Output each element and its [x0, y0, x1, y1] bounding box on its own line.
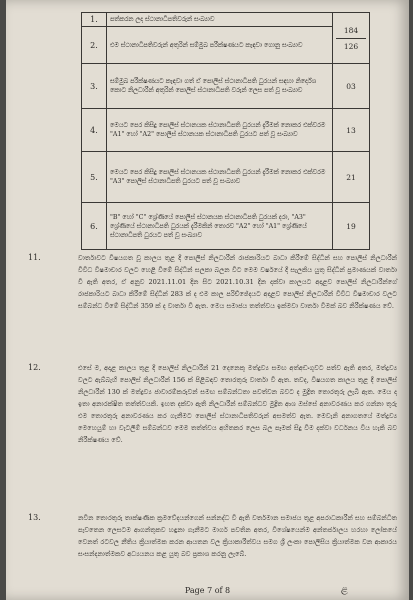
paragraph-12 [28, 362, 397, 446]
row-description: සම්මුඛ පරීක්ෂණයට කැඳවා ගත් ඒ පොලිස් ස්ථානාධිපති ධුරයන් සඳහා නිර්දේශ කොට නිලධාරීන් අතුරින් පොලිස් ස්ථානාධිපති වරුන් ලෙස පත් වූ සංඛ්‍යාව [107, 64, 333, 109]
row-number: 3. [82, 64, 107, 109]
row-number: 4. [82, 109, 107, 152]
row-value: 13 [333, 109, 370, 152]
table-row [82, 27, 370, 64]
row-description: "B" හෝ "C" ශ්‍රේණියේ පොලිස් ස්ථානයක ස්ථානාධිපති ධුරයක් දරා, "A3" ශ්‍රේණියේ ස්ථානාධිපති ධුරයක් දැරීමකින් තොරව "A2" හෝ "A1" ශ්‍රේණියේ ස්ථානාධිපති ධුරයට පත් වූ සංඛ්‍යාව [107, 203, 333, 250]
table-row [82, 203, 370, 250]
table-row [82, 152, 370, 203]
row-value: 03 [333, 64, 370, 109]
row-number: 5. [82, 152, 107, 203]
page-number: Page 7 of 8 [184, 586, 231, 595]
paragraph-number: 12. [28, 363, 41, 372]
table-row [82, 64, 370, 109]
row-value-top: 184 [336, 25, 366, 39]
row-value: 21 [333, 152, 370, 203]
table-row [82, 13, 370, 27]
document-page [6, 0, 409, 600]
corner-mark: ළ [341, 585, 348, 595]
row-value-bottom: 126 [343, 42, 359, 51]
paragraph-11 [28, 252, 397, 312]
table-row [82, 109, 370, 152]
paragraph-13 [28, 512, 397, 560]
row-description: පත්කරන ලද ස්ථානාධිපතිවරුන් සංඛ්‍යාව [107, 13, 333, 27]
row-value [333, 13, 370, 64]
paragraph-text: එසේ ම, අදාළ කාලය තුළ දී පොලිස් නිලධාරීන් 21 දෙනෙකු මත්ද්‍රව්‍ය සමඟ අත්අඩංගුවට පත්ව ඇති අතර, මත්ද්‍රව්‍ය වලට ඇබ්බැහි පොලිස් නිලධාරීන් 156 ක් පිළිබඳව තොරතුරු වාර්තා වී ඇත. තවද, විෂයගත කාලය තුළ දී පොලිස් නිලධාරීන් 130 ක් මත්ද්‍රව්‍ය ජාවාරම්කරුවන් සමඟ සම්බන්ධතා පවත්වන බවට ද මුද්‍රිත තොරතුරු ලැබී ඇත. මෙය ද ඉතා අනාරක්ෂිත තත්ත්වයකි. ඉහත දක්වා ඇති නිලධාරීන් සම්බන්ධව මුද්‍රිත ආශ ඔස්සේ අනාවරණය කර ගන්නා තුරු එම තොරතුරු අනාවරණය කර ගැනීමට පොලිස් ස්ථානාධිපතිවරුන් අසමත්ව ඇත. මෙවැනි අනාගතයේ මත්ද්‍රව්‍ය මෙහෙයුම් හා වැටලීම් සම්බන්ධව මෙම තත්ත්වය අහිතකර ලෙස බල පෑමක් සිදු වීම දක්වා වර්ධනය විය හැකි බව නිරීක්ෂණය වේ. [78, 364, 397, 444]
row-description: මෙයට පෙර කිසිදු පොලිස් ස්ථානයක ස්ථානාධිපති ධුරයන් දැරීමක් නොකර එක්වරම "A1" හෝ "A2" පොලිස් ස්ථානයක ස්ථානාධිපති ධුරයට පත් වූ සංඛ්‍යාව [107, 109, 333, 152]
row-description: මෙයට පෙර කිසිදු පොලිස් ස්ථානයක ස්ථානාධිපති ධුරයන් දැරීමක් නොකර එක්වරම "A3" පොලිස් ස්ථානාධිපති ධුරයට පත් වූ සංඛ්‍යාව [107, 152, 333, 203]
row-value: 19 [333, 203, 370, 250]
row-number: 6. [82, 203, 107, 250]
paragraph-text: වාර්තාවට විෂයගත වූ කාලය තුළ දී පොලිස් නිලධාරීන් රාජකාරියට බාධා කිරීමේ සිද්ධීන් සහ පොලිස් නිලධාරීන් විවිධ විෂමාචාර වලට හෙළි වීමේ සිද්ධීන් සලකා බලන විට මෙම වර්ෂයේ දී සැලකිය යුතු සිද්ධීන් ප්‍රමාණයක් වාර්තා වී ඇති අතර, ඒ අනුව 2021.11.01 දින සිට 2021.10.31 දින දක්වා කාලයට අදාළව පොලිස් නිලධාරීන්ගේ රාජකාරියට බාධා කිරීමේ සිද්ධීන් 283 ක් ද එම කාල පරිච්ඡේදයට අදාළව පොලිස් නිලධාරීන් විවිධ විෂමාචාර වලට සම්බන්ධ වීමේ සිද්ධීන් 359 ක් ද වාර්තා වී ඇත. මෙය සමාජය තත්ත්වය ඉක්මවා වාර්තා වීමක් බව නිරීක්ෂණය වේ. [78, 254, 397, 310]
row-description: එම ස්ථානාධිපතිවරුන් අතුරින් සම්මුඛ පරීක්ෂණයට කැඳවා ගොනු සංඛ්‍යාව [107, 27, 333, 64]
statistics-table [81, 12, 370, 250]
paragraph-number: 13. [28, 513, 41, 522]
paragraph-number: 11. [28, 253, 41, 262]
row-number: 1. [82, 13, 107, 27]
paragraph-text: නවීන තොරතුරු තාක්ෂණික ක්‍රමවේදයන්ගෙන් සන්නද්ධ වී ඇති වර්තමාන සමාජය තුළ අපරාධකාරීන් සහ සම්බන්ධිත පැවතෙන ලෙසටම ආගන්තුකව හඳුනා ගැනීමට මාර්ග පවතින අතර, විශේෂයෙන්ම අන්තර්ජාලය හරහා ලෝකයේ වෙනත් රටවල නීතිය ක්‍රියාත්මක කරන ආයතන වල ක්‍රියාකාරීත්වය සමග ශ්‍රී ලංකා පොලිසිය ක්‍රියාත්මක වන ආකාරය සංසන්දනාත්මකව අධ්‍යයනය කළ යුතු බව ප්‍රකාශ කරනු ලැබේ. [78, 514, 397, 558]
row-number: 2. [82, 27, 107, 64]
